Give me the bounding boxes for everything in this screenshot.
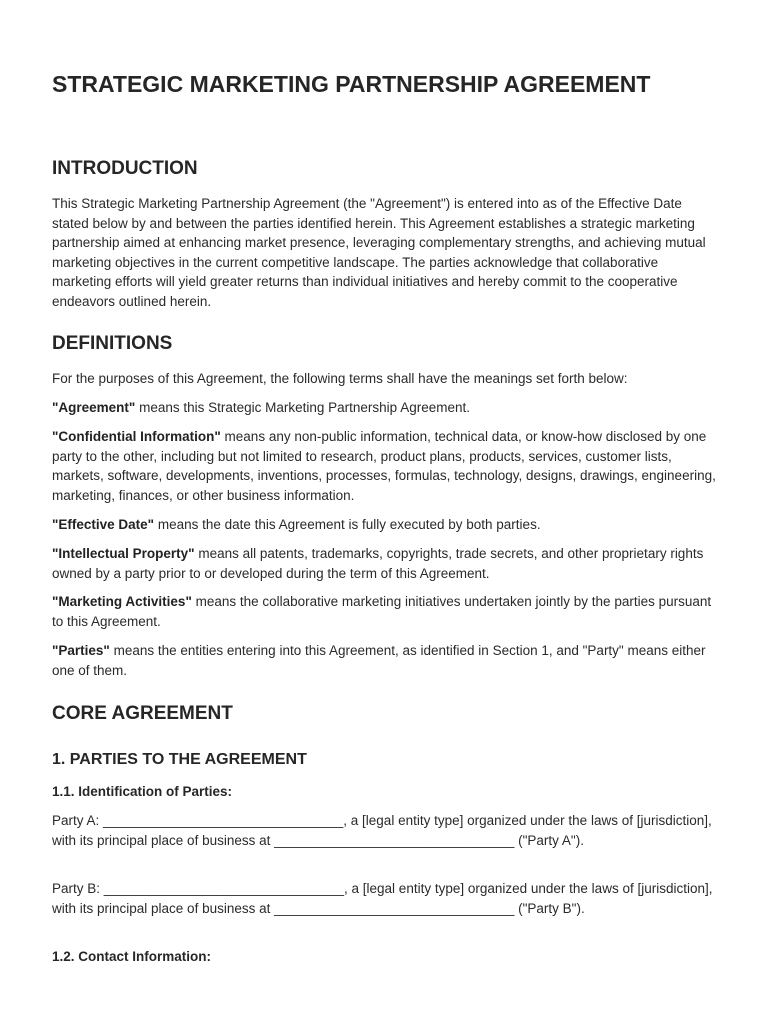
definition-term: "Agreement"	[52, 400, 136, 415]
section-1-2-heading: 1.2. Contact Information:	[52, 949, 212, 964]
document-title: STRATEGIC MARKETING PARTNERSHIP AGREEMENT	[52, 71, 651, 97]
definition-item	[52, 544, 720, 583]
definition-text: means the entities entering into this Agreement, as identified in Section 1, and "Party" means either one of them.	[52, 643, 706, 678]
definitions-intro: For the purposes of this Agreement, the following terms shall have the meanings set forth below:	[52, 371, 628, 386]
definitions-heading: DEFINITIONS	[52, 333, 173, 354]
section-1-heading: 1. PARTIES TO THE AGREEMENT	[52, 751, 307, 768]
definition-item	[52, 427, 720, 505]
definition-text: means the date this Agreement is fully executed by both parties.	[154, 517, 541, 532]
definition-term: "Marketing Activities"	[52, 594, 192, 609]
definition-text: means all patents, trademarks, copyrights, trade secrets, and other proprietary rights owned by a party prior to or developed during the term of this Agreement.	[52, 546, 704, 581]
definition-term: "Effective Date"	[52, 517, 155, 532]
definition-item	[52, 592, 720, 631]
section-1-1-heading: 1.1. Identification of Parties:	[52, 784, 233, 799]
definition-item	[52, 515, 720, 535]
definition-text: means the collaborative marketing initiatives undertaken jointly by the parties pursuant to this Agreement.	[52, 594, 712, 629]
definition-text: means any non-public information, technical data, or know-how disclosed by one party to the other, including but not limited to research, product plans, products, services, customer lists, markets, software, developments, inventions, processes, formulas, technology, designs, drawings, engineering, marketing, finances, or other business information.	[52, 429, 716, 503]
definition-term: "Confidential Information"	[52, 429, 221, 444]
introduction-paragraph: This Strategic Marketing Partnership Agreement (the "Agreement") is entered into as of the Effective Date stated below by and between the parties identified herein. This Agreement establishes a strategic marketing partnership aimed at enhancing market presence, leveraging complementary strengths, and achieving mutual marketing objectives in the current competitive landscape. The parties acknowledge that collaborative marketing efforts will yield greater returns than individual initiatives and hereby commit to the cooperative endeavors outlined herein.	[52, 196, 706, 309]
party-a-paragraph: Party A: ________________________________, a [legal entity type] organized under the laws of [jurisdiction], with its principal place of business at ________________________________ ("Party A").	[52, 813, 712, 848]
definition-item	[52, 398, 720, 418]
party-b-paragraph: Party B: ________________________________, a [legal entity type] organized under the laws of [jurisdiction], with its principal place of business at ________________________________ ("Party B").	[52, 881, 713, 916]
definition-item	[52, 641, 720, 680]
definition-term: "Intellectual Property"	[52, 546, 195, 561]
core-agreement-heading: CORE AGREEMENT	[52, 703, 233, 724]
definition-text: means this Strategic Marketing Partnership Agreement.	[135, 400, 470, 415]
introduction-heading: INTRODUCTION	[52, 158, 198, 179]
definition-term: "Parties"	[52, 643, 110, 658]
